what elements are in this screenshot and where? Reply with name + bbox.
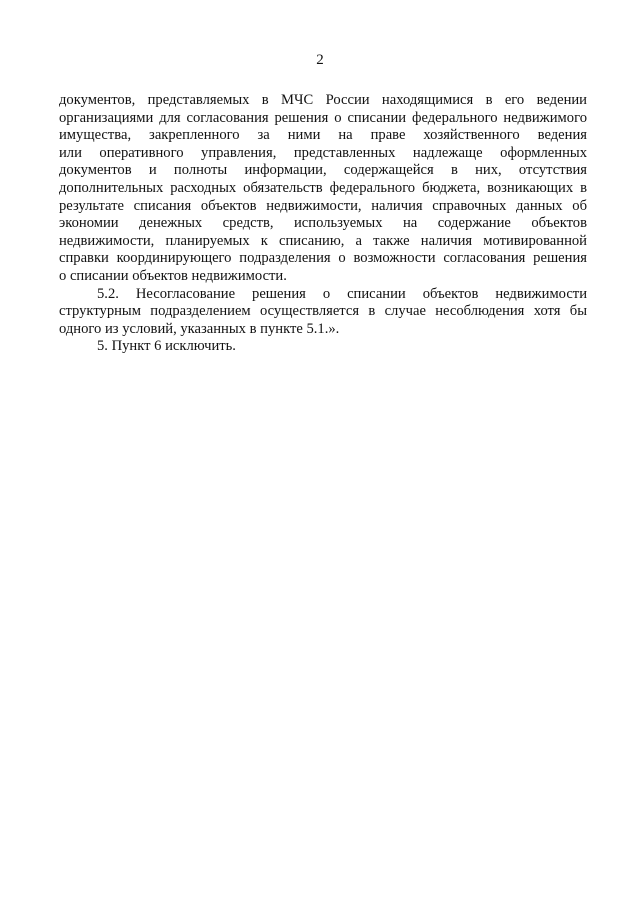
paragraph-5-2-start: 5.2. Несогласование решения о списании объектов недвижимости [97,285,587,302]
text-line: структурным подразделением осуществляется в случае несоблюдения хотя бы [59,303,587,320]
text-line: справки координирующего подразделения о возможности согласования решения [59,250,587,267]
document-body [59,92,587,356]
text-line: или оперативного управления, представленных надлежаще оформленных [59,144,587,161]
paragraph-5-item: 5. Пункт 6 исключить. [97,338,236,355]
text-line: результате списания объектов недвижимости, наличия справочных данных об [59,197,587,214]
text-line: документов и полноты информации, содержащейся в них, отсутствия [59,162,587,179]
text-line: одного из условий, указанных в пункте 5.1.». [59,320,340,337]
text-line: организациями для согласования решения о списании федерального недвижимого [59,109,587,126]
text-line: о списании объектов недвижимости. [59,267,287,284]
text-line: недвижимости, планируемых к списанию, а также наличия мотивированной [59,232,587,249]
text-line: имущества, закрепленного за ними на праве хозяйственного ведения [59,127,587,144]
text-line: экономии денежных средств, используемых на содержание объектов [59,215,587,232]
page-number: 2 [316,52,324,68]
text-line: документов, представляемых в МЧС России находящимися в его ведении [59,92,587,108]
text-line: дополнительных расходных обязательств федерального бюджета, возникающих в [59,179,587,196]
